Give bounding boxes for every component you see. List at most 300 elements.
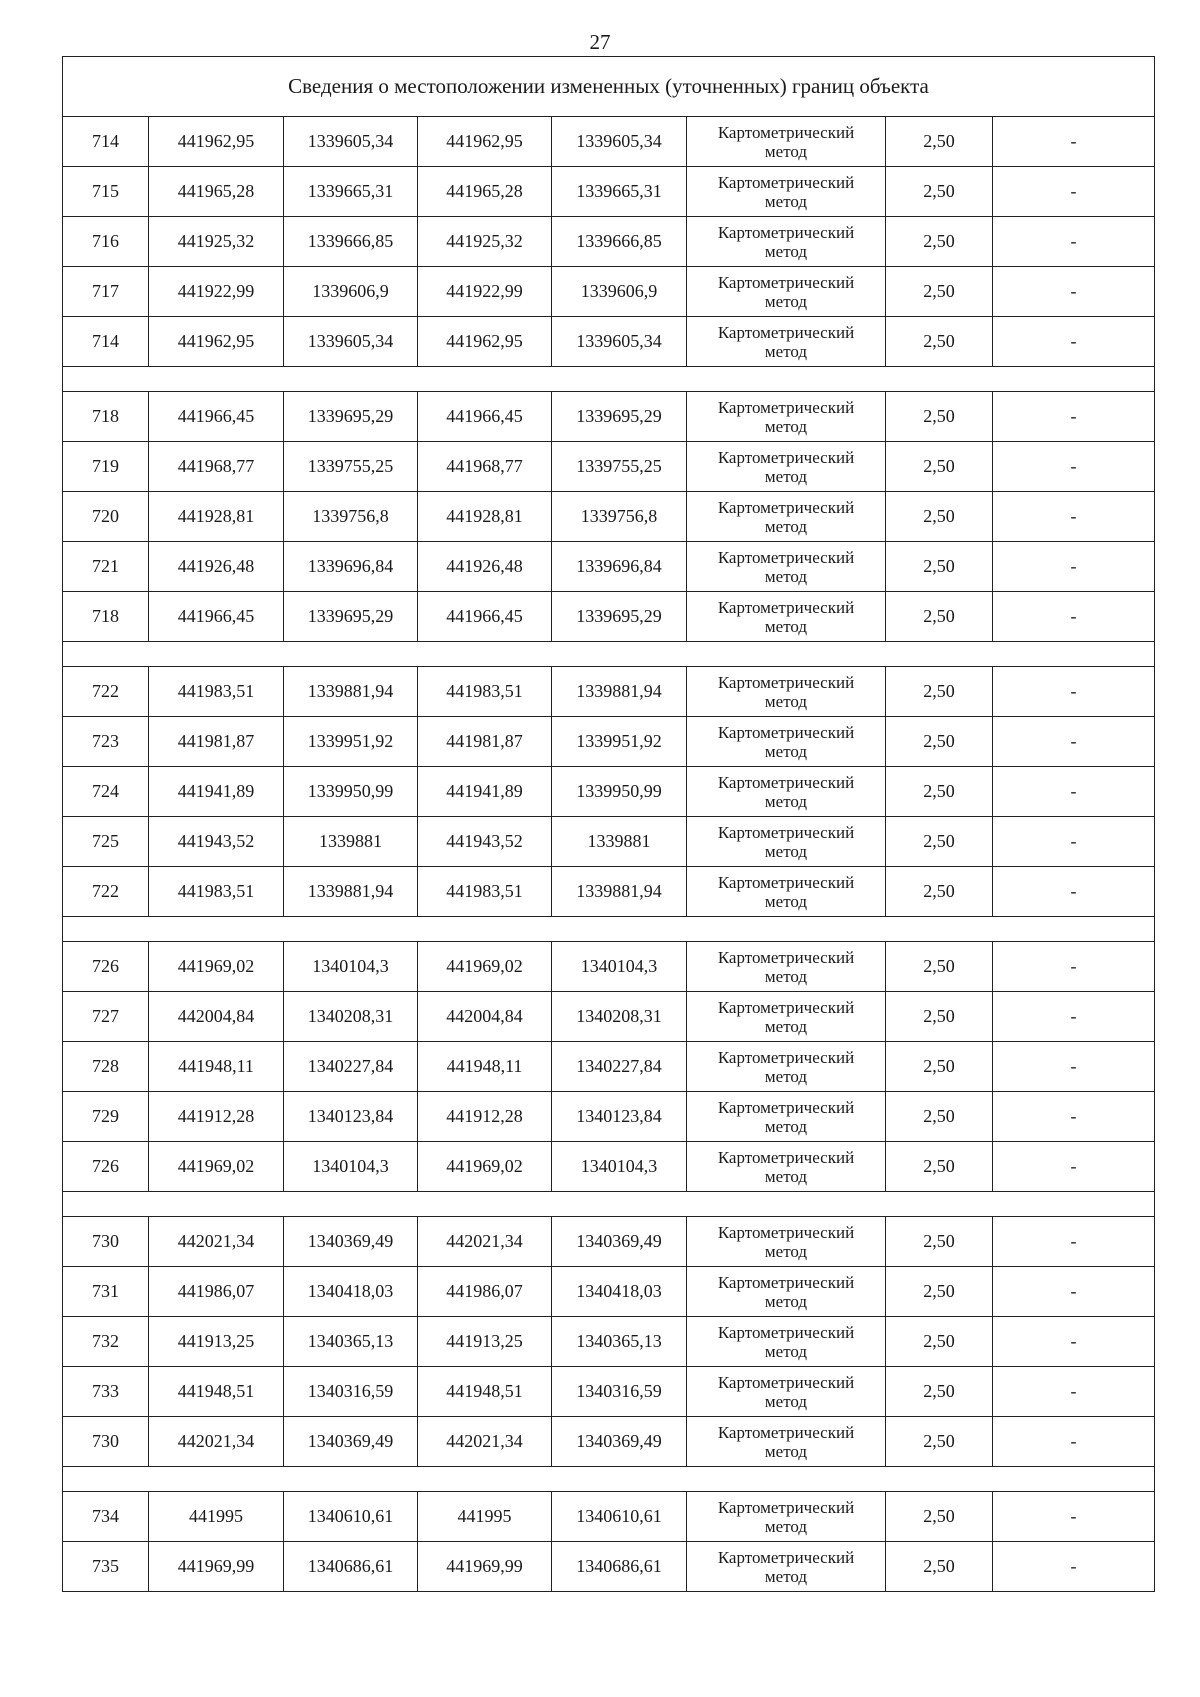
accuracy-cell: 2,50 (886, 942, 993, 992)
method-line-2: метод (764, 466, 808, 486)
accuracy-cell: 2,50 (886, 992, 993, 1042)
y-new-cell: 1339695,29 (552, 392, 687, 442)
point-number-cell: 718 (63, 592, 149, 642)
x-new-cell: 441948,51 (418, 1367, 552, 1417)
accuracy-cell: 2,50 (886, 1267, 993, 1317)
x-old-cell: 441965,28 (149, 167, 284, 217)
point-number-cell: 717 (63, 267, 149, 317)
accuracy-cell: 2,50 (886, 592, 993, 642)
description-cell: - (993, 117, 1155, 167)
description-cell: - (993, 442, 1155, 492)
x-old-cell: 441966,45 (149, 392, 284, 442)
method-line-1: Картометрический (717, 1422, 855, 1442)
method-line-1: Картометрический (717, 547, 855, 567)
method-cell (687, 267, 886, 317)
y-new-cell: 1339881 (552, 817, 687, 867)
y-old-cell: 1340104,3 (284, 942, 418, 992)
method-line-1: Картометрический (717, 872, 855, 892)
description-cell: - (993, 1042, 1155, 1092)
y-old-cell: 1339606,9 (284, 267, 418, 317)
method-cell (687, 167, 886, 217)
method-line-2: метод (764, 1066, 808, 1086)
y-old-cell: 1339666,85 (284, 217, 418, 267)
group-separator-cell (63, 642, 1155, 667)
y-new-cell: 1340104,3 (552, 1142, 687, 1192)
x-old-cell: 441969,02 (149, 942, 284, 992)
accuracy-cell: 2,50 (886, 667, 993, 717)
method-cell (687, 1417, 886, 1467)
method-line-2: метод (764, 1391, 808, 1411)
method-line-2: метод (764, 741, 808, 761)
description-cell: - (993, 317, 1155, 367)
x-new-cell: 441922,99 (418, 267, 552, 317)
table-row (63, 392, 1155, 442)
method-cell (687, 667, 886, 717)
method-cell (687, 817, 886, 867)
method-line-1: Картометрический (717, 722, 855, 742)
point-number-cell: 728 (63, 1042, 149, 1092)
description-cell: - (993, 942, 1155, 992)
table-row (63, 1217, 1155, 1267)
y-new-cell: 1339605,34 (552, 317, 687, 367)
y-old-cell: 1339881,94 (284, 667, 418, 717)
method-cell (687, 542, 886, 592)
method-line-2: метод (764, 1566, 808, 1586)
x-old-cell: 441969,99 (149, 1542, 284, 1592)
y-new-cell: 1339756,8 (552, 492, 687, 542)
accuracy-cell: 2,50 (886, 267, 993, 317)
y-old-cell: 1340227,84 (284, 1042, 418, 1092)
method-line-2: метод (764, 1116, 808, 1136)
x-new-cell: 441965,28 (418, 167, 552, 217)
x-old-cell: 441969,02 (149, 1142, 284, 1192)
method-cell (687, 392, 886, 442)
method-cell (687, 317, 886, 367)
x-old-cell: 441928,81 (149, 492, 284, 542)
method-line-2: метод (764, 1441, 808, 1461)
x-old-cell: 441926,48 (149, 542, 284, 592)
description-cell: - (993, 817, 1155, 867)
description-cell: - (993, 1317, 1155, 1367)
accuracy-cell: 2,50 (886, 317, 993, 367)
method-line-2: метод (764, 891, 808, 911)
y-old-cell: 1340418,03 (284, 1267, 418, 1317)
x-new-cell: 441941,89 (418, 767, 552, 817)
accuracy-cell: 2,50 (886, 167, 993, 217)
y-old-cell: 1340610,61 (284, 1492, 418, 1542)
y-new-cell: 1339606,9 (552, 267, 687, 317)
y-new-cell: 1340686,61 (552, 1542, 687, 1592)
description-cell: - (993, 167, 1155, 217)
method-cell (687, 217, 886, 267)
method-line-1: Картометрический (717, 322, 855, 342)
x-old-cell: 441983,51 (149, 867, 284, 917)
table-row (63, 1042, 1155, 1092)
point-number-cell: 722 (63, 667, 149, 717)
method-line-1: Картометрический (717, 1372, 855, 1392)
table-row (63, 817, 1155, 867)
method-line-2: метод (764, 516, 808, 536)
x-new-cell: 441969,99 (418, 1542, 552, 1592)
x-old-cell: 441966,45 (149, 592, 284, 642)
y-new-cell: 1340369,49 (552, 1217, 687, 1267)
point-number-cell: 726 (63, 1142, 149, 1192)
method-cell (687, 1492, 886, 1542)
table-row (63, 942, 1155, 992)
method-line-1: Картометрический (717, 222, 855, 242)
x-new-cell: 441969,02 (418, 1142, 552, 1192)
point-number-cell: 723 (63, 717, 149, 767)
point-number-cell: 727 (63, 992, 149, 1042)
point-number-cell: 735 (63, 1542, 149, 1592)
description-cell: - (993, 1542, 1155, 1592)
x-old-cell: 441941,89 (149, 767, 284, 817)
table-row (63, 717, 1155, 767)
y-new-cell: 1340610,61 (552, 1492, 687, 1542)
description-cell: - (993, 217, 1155, 267)
x-new-cell: 441926,48 (418, 542, 552, 592)
point-number-cell: 720 (63, 492, 149, 542)
table-row (63, 492, 1155, 542)
method-line-1: Картометрический (717, 1147, 855, 1167)
method-line-1: Картометрический (717, 1547, 855, 1567)
table-row (63, 992, 1155, 1042)
method-line-2: метод (764, 691, 808, 711)
table-title-row (63, 57, 1155, 117)
x-new-cell: 441983,51 (418, 867, 552, 917)
accuracy-cell: 2,50 (886, 1092, 993, 1142)
y-old-cell: 1340316,59 (284, 1367, 418, 1417)
point-number-cell: 733 (63, 1367, 149, 1417)
x-new-cell: 441962,95 (418, 317, 552, 367)
y-new-cell: 1339950,99 (552, 767, 687, 817)
accuracy-cell: 2,50 (886, 492, 993, 542)
x-new-cell: 441943,52 (418, 817, 552, 867)
y-old-cell: 1340208,31 (284, 992, 418, 1042)
description-cell: - (993, 542, 1155, 592)
y-old-cell: 1339756,8 (284, 492, 418, 542)
table-row (63, 1317, 1155, 1367)
description-cell: - (993, 267, 1155, 317)
y-new-cell: 1339665,31 (552, 167, 687, 217)
x-old-cell: 441948,51 (149, 1367, 284, 1417)
method-cell (687, 492, 886, 542)
accuracy-cell: 2,50 (886, 817, 993, 867)
x-new-cell: 441928,81 (418, 492, 552, 542)
x-new-cell: 442021,34 (418, 1217, 552, 1267)
y-old-cell: 1339951,92 (284, 717, 418, 767)
method-cell (687, 717, 886, 767)
table-row (63, 317, 1155, 367)
table-row (63, 267, 1155, 317)
accuracy-cell: 2,50 (886, 867, 993, 917)
table-title: Сведения о местоположении измененных (уточненных) границ объекта (63, 57, 1155, 117)
x-old-cell: 441922,99 (149, 267, 284, 317)
table-row (63, 1542, 1155, 1592)
table-row (63, 217, 1155, 267)
description-cell: - (993, 1417, 1155, 1467)
method-cell (687, 942, 886, 992)
method-line-1: Картометрический (717, 1047, 855, 1067)
table-row (63, 167, 1155, 217)
method-line-2: метод (764, 341, 808, 361)
y-old-cell: 1339605,34 (284, 317, 418, 367)
table-row (63, 1142, 1155, 1192)
table-row (63, 542, 1155, 592)
x-new-cell: 441948,11 (418, 1042, 552, 1092)
x-old-cell: 441912,28 (149, 1092, 284, 1142)
description-cell: - (993, 1367, 1155, 1417)
x-new-cell: 441981,87 (418, 717, 552, 767)
point-number-cell: 730 (63, 1217, 149, 1267)
group-separator-cell (63, 1467, 1155, 1492)
method-line-1: Картометрический (717, 497, 855, 517)
method-line-2: метод (764, 1166, 808, 1186)
accuracy-cell: 2,50 (886, 717, 993, 767)
method-cell (687, 592, 886, 642)
group-separator-cell (63, 917, 1155, 942)
accuracy-cell: 2,50 (886, 117, 993, 167)
description-cell: - (993, 992, 1155, 1042)
y-old-cell: 1339695,29 (284, 592, 418, 642)
description-cell: - (993, 492, 1155, 542)
table-body (63, 57, 1155, 1592)
method-line-2: метод (764, 416, 808, 436)
point-number-cell: 714 (63, 317, 149, 367)
x-new-cell: 441962,95 (418, 117, 552, 167)
method-line-1: Картометрический (717, 272, 855, 292)
y-new-cell: 1339881,94 (552, 867, 687, 917)
x-new-cell: 441925,32 (418, 217, 552, 267)
method-line-1: Картометрический (717, 1497, 855, 1517)
x-old-cell: 441962,95 (149, 317, 284, 367)
x-old-cell: 441962,95 (149, 117, 284, 167)
accuracy-cell: 2,50 (886, 767, 993, 817)
x-new-cell: 441912,28 (418, 1092, 552, 1142)
method-line-2: метод (764, 1291, 808, 1311)
y-new-cell: 1340316,59 (552, 1367, 687, 1417)
x-old-cell: 441948,11 (149, 1042, 284, 1092)
x-new-cell: 442004,84 (418, 992, 552, 1042)
method-line-1: Картометрический (717, 122, 855, 142)
accuracy-cell: 2,50 (886, 442, 993, 492)
point-number-cell: 725 (63, 817, 149, 867)
y-old-cell: 1340365,13 (284, 1317, 418, 1367)
table-row (63, 1092, 1155, 1142)
accuracy-cell: 2,50 (886, 1317, 993, 1367)
group-separator-row (63, 367, 1155, 392)
table-row (63, 442, 1155, 492)
description-cell: - (993, 392, 1155, 442)
method-line-1: Картометрический (717, 1322, 855, 1342)
group-separator-row (63, 1467, 1155, 1492)
y-new-cell: 1340123,84 (552, 1092, 687, 1142)
accuracy-cell: 2,50 (886, 1367, 993, 1417)
y-old-cell: 1340123,84 (284, 1092, 418, 1142)
y-new-cell: 1339881,94 (552, 667, 687, 717)
accuracy-cell: 2,50 (886, 1417, 993, 1467)
y-old-cell: 1340104,3 (284, 1142, 418, 1192)
y-new-cell: 1340227,84 (552, 1042, 687, 1092)
x-old-cell: 441986,07 (149, 1267, 284, 1317)
x-new-cell: 441966,45 (418, 592, 552, 642)
group-separator-row (63, 642, 1155, 667)
point-number-cell: 734 (63, 1492, 149, 1542)
description-cell: - (993, 1492, 1155, 1542)
method-cell (687, 442, 886, 492)
x-old-cell: 442021,34 (149, 1217, 284, 1267)
description-cell: - (993, 592, 1155, 642)
method-line-2: метод (764, 1341, 808, 1361)
x-old-cell: 441913,25 (149, 1317, 284, 1367)
table-row (63, 117, 1155, 167)
accuracy-cell: 2,50 (886, 542, 993, 592)
point-number-cell: 718 (63, 392, 149, 442)
method-line-2: метод (764, 291, 808, 311)
description-cell: - (993, 1142, 1155, 1192)
method-cell (687, 1367, 886, 1417)
y-new-cell: 1339951,92 (552, 717, 687, 767)
method-cell (687, 1542, 886, 1592)
method-line-2: метод (764, 1241, 808, 1261)
y-new-cell: 1340369,49 (552, 1417, 687, 1467)
group-separator-cell (63, 1192, 1155, 1217)
method-line-2: метод (764, 1516, 808, 1536)
method-cell (687, 1142, 886, 1192)
point-number-cell: 732 (63, 1317, 149, 1367)
y-old-cell: 1339696,84 (284, 542, 418, 592)
description-cell: - (993, 767, 1155, 817)
x-old-cell: 441995 (149, 1492, 284, 1542)
x-new-cell: 441995 (418, 1492, 552, 1542)
y-old-cell: 1339665,31 (284, 167, 418, 217)
accuracy-cell: 2,50 (886, 1542, 993, 1592)
method-line-2: метод (764, 841, 808, 861)
point-number-cell: 722 (63, 867, 149, 917)
method-line-2: метод (764, 1016, 808, 1036)
y-new-cell: 1340104,3 (552, 942, 687, 992)
y-old-cell: 1339755,25 (284, 442, 418, 492)
method-line-1: Картометрический (717, 947, 855, 967)
description-cell: - (993, 867, 1155, 917)
method-line-1: Картометрический (717, 172, 855, 192)
y-new-cell: 1340208,31 (552, 992, 687, 1042)
point-number-cell: 715 (63, 167, 149, 217)
method-line-2: метод (764, 791, 808, 811)
x-old-cell: 441981,87 (149, 717, 284, 767)
method-line-2: метод (764, 241, 808, 261)
description-cell: - (993, 1217, 1155, 1267)
method-line-1: Картометрический (717, 672, 855, 692)
table-row (63, 767, 1155, 817)
method-line-1: Картометрический (717, 997, 855, 1017)
table-row (63, 1367, 1155, 1417)
x-old-cell: 442021,34 (149, 1417, 284, 1467)
method-line-1: Картометрический (717, 1097, 855, 1117)
description-cell: - (993, 1092, 1155, 1142)
method-line-2: метод (764, 141, 808, 161)
y-old-cell: 1339881,94 (284, 867, 418, 917)
method-line-1: Картометрический (717, 597, 855, 617)
x-old-cell: 441968,77 (149, 442, 284, 492)
y-new-cell: 1339696,84 (552, 542, 687, 592)
method-cell (687, 767, 886, 817)
point-number-cell: 731 (63, 1267, 149, 1317)
x-new-cell: 442021,34 (418, 1417, 552, 1467)
method-cell (687, 1217, 886, 1267)
x-new-cell: 441986,07 (418, 1267, 552, 1317)
x-old-cell: 441983,51 (149, 667, 284, 717)
x-new-cell: 441966,45 (418, 392, 552, 442)
accuracy-cell: 2,50 (886, 1217, 993, 1267)
x-new-cell: 441983,51 (418, 667, 552, 717)
x-new-cell: 441913,25 (418, 1317, 552, 1367)
y-old-cell: 1339881 (284, 817, 418, 867)
method-line-1: Картометрический (717, 1222, 855, 1242)
y-old-cell: 1340369,49 (284, 1217, 418, 1267)
method-line-1: Картометрический (717, 822, 855, 842)
y-new-cell: 1339755,25 (552, 442, 687, 492)
method-line-2: метод (764, 566, 808, 586)
method-line-2: метод (764, 616, 808, 636)
y-new-cell: 1339695,29 (552, 592, 687, 642)
method-cell (687, 1267, 886, 1317)
point-number-cell: 716 (63, 217, 149, 267)
method-line-2: метод (764, 191, 808, 211)
method-cell (687, 1042, 886, 1092)
method-line-1: Картометрический (717, 447, 855, 467)
x-old-cell: 441925,32 (149, 217, 284, 267)
description-cell: - (993, 1267, 1155, 1317)
accuracy-cell: 2,50 (886, 1492, 993, 1542)
point-number-cell: 724 (63, 767, 149, 817)
x-new-cell: 441969,02 (418, 942, 552, 992)
table-row (63, 1267, 1155, 1317)
table-row (63, 867, 1155, 917)
point-number-cell: 729 (63, 1092, 149, 1142)
description-cell: - (993, 717, 1155, 767)
y-new-cell: 1340418,03 (552, 1267, 687, 1317)
x-old-cell: 441943,52 (149, 817, 284, 867)
y-new-cell: 1340365,13 (552, 1317, 687, 1367)
table-row (63, 667, 1155, 717)
group-separator-row (63, 917, 1155, 942)
point-number-cell: 726 (63, 942, 149, 992)
accuracy-cell: 2,50 (886, 392, 993, 442)
group-separator-cell (63, 367, 1155, 392)
x-old-cell: 442004,84 (149, 992, 284, 1042)
table-row (63, 1492, 1155, 1542)
method-cell (687, 117, 886, 167)
y-old-cell: 1339950,99 (284, 767, 418, 817)
accuracy-cell: 2,50 (886, 1042, 993, 1092)
method-cell (687, 1092, 886, 1142)
y-old-cell: 1339605,34 (284, 117, 418, 167)
method-cell (687, 992, 886, 1042)
method-line-2: метод (764, 966, 808, 986)
boundary-coordinates-table (62, 56, 1155, 1592)
method-line-1: Картометрический (717, 397, 855, 417)
method-line-1: Картометрический (717, 1272, 855, 1292)
point-number-cell: 730 (63, 1417, 149, 1467)
point-number-cell: 719 (63, 442, 149, 492)
method-line-1: Картометрический (717, 772, 855, 792)
y-old-cell: 1340369,49 (284, 1417, 418, 1467)
y-new-cell: 1339666,85 (552, 217, 687, 267)
point-number-cell: 721 (63, 542, 149, 592)
group-separator-row (63, 1192, 1155, 1217)
point-number-cell: 714 (63, 117, 149, 167)
